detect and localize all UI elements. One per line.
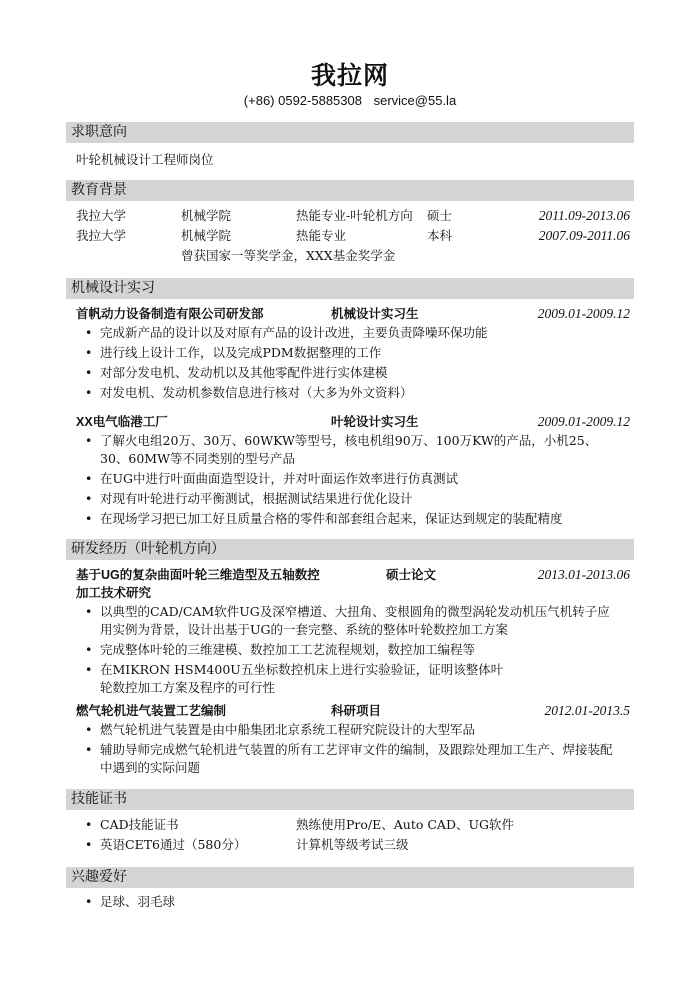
section-education-header: 教育背景 [66, 180, 634, 201]
job-date: 2009.01-2009.12 [537, 414, 630, 429]
hobbies-list [76, 893, 630, 913]
job-date: 2009.01-2009.12 [537, 306, 630, 321]
project-date: 2012.01-2013.5 [544, 703, 630, 718]
skill-left: • CAD技能证书 [100, 816, 179, 834]
job-header-row [76, 413, 630, 431]
job-company [76, 413, 168, 431]
project-date: 2013.01-2013.06 [537, 567, 630, 582]
section-research-header: 研发经历（叶轮机方向） [66, 539, 634, 560]
project-type: 科研项目 [331, 703, 382, 718]
education-major: 热能专业-叶轮机方向 [296, 208, 413, 223]
skill-right: 熟练使用Pro/E、Auto CAD、UG软件 [296, 817, 514, 832]
education-degree: 本科 [427, 228, 453, 243]
project-name-rest: 的复杂曲面叶轮三维造型及五轴数控 [119, 567, 320, 582]
skill-left: • 英语CET6通过（580分） [100, 836, 246, 854]
project-bullet: • 以典型的CAD/CAM软件UG及深窄槽道、大扭角、变根圆角的微型涡轮发动机压气机转子应用实例为背景，设计出基于UG的一套完整、系统的整体叶轮数控加工方案 [76, 603, 630, 639]
project-name-ug: UG [101, 568, 120, 582]
project-bullet-list [76, 603, 630, 699]
job-company: 首帆动力设备制造有限公司研发部 [76, 306, 264, 321]
education-degree: 硕士 [427, 208, 453, 223]
project-bullet-list [76, 721, 630, 779]
project-name-continued: 加工技术研究 [76, 585, 152, 600]
project-name-line2 [76, 584, 630, 602]
skill-right: 计算机等级考试三级 [296, 837, 409, 852]
job-header-row [76, 305, 630, 323]
education-date: 2007.09-2011.06 [538, 228, 630, 243]
job-company-name: 电气临港工厂 [92, 414, 168, 429]
job-bullet-list [76, 324, 630, 404]
education-college: 机械学院 [181, 228, 232, 243]
project-name [76, 566, 320, 584]
project-bullet: • 燃气轮机进气装置是由中船集团北京系统工程研究院设计的大型军品 [76, 721, 630, 739]
section-hobbies-header: 兴趣爱好 [66, 867, 634, 888]
hobby-item: • 足球、羽毛球 [76, 893, 630, 911]
skill-row [76, 836, 630, 856]
job-role: 叶轮设计实习生 [331, 414, 419, 429]
education-row [76, 227, 630, 245]
job-bullet: • 完成新产品的设计以及对原有产品的设计改进，主要负责降噪环保功能 [76, 324, 630, 342]
job-bullet: • 对发电机、发动机参数信息进行核对（大多为外文资料） [76, 384, 630, 402]
job-bullet: • 进行线上设计工作，以及完成PDM数据整理的工作 [76, 344, 630, 362]
project-header-row [76, 566, 630, 584]
section-internship-header: 机械设计实习 [66, 278, 634, 299]
project-type: 硕士论文 [386, 567, 437, 582]
project-name-prefix: 基于 [76, 567, 102, 582]
project-name: 燃气轮机进气装置工艺编制 [76, 703, 227, 718]
job-bullet: • 在现场学习把已加工好且质量合格的零件和部套组合起来，保证达到规定的装配精度 [76, 510, 630, 528]
education-college: 机械学院 [181, 208, 232, 223]
job-bullet: • 对部分发电机、发动机以及其他零配件进行实体建模 [76, 364, 630, 382]
education-awards: 曾获国家一等奖学金，XXX基金奖学金 [181, 248, 396, 263]
job-bullet-list [76, 432, 630, 530]
project-bullet: • 完成整体叶轮的三维建模、数控加工工艺流程规划，数控加工编程等 [76, 641, 630, 659]
objective-text: 叶轮机械设计工程师岗位 [76, 152, 214, 167]
section-skills-header: 技能证书 [66, 789, 634, 810]
education-row [76, 207, 630, 225]
job-role: 机械设计实习生 [331, 306, 419, 321]
job-bullet: • 在UG中进行叶面曲面造型设计，并对叶面运作效率进行仿真测试 [76, 470, 630, 488]
job-bullet: • 对现有叶轮进行动平衡测试，根据测试结果进行优化设计 [76, 490, 630, 508]
education-awards-row [76, 247, 630, 265]
project-bullet: • 辅助导师完成燃气轮机进气装置的所有工艺评审文件的编制，及跟踪处理加工生产、焊接装配中遇到的实际问题 [76, 741, 630, 777]
section-objective-header: 求职意向 [66, 122, 634, 143]
candidate-name: 我拉网 [310, 61, 389, 90]
education-date: 2011.09-2013.06 [538, 208, 630, 223]
email-address: service@55.la [373, 93, 457, 108]
skills-list [76, 816, 630, 856]
education-major: 热能专业 [296, 228, 347, 243]
job-bullet: • 了解火电组20万、30万、60WKW等型号，核电机组90万、100万KW的产品，小机25、30、60MW等不同类别的型号产品 [76, 432, 630, 468]
job-company-prefix: XX [76, 415, 93, 429]
education-school: 我拉大学 [76, 208, 127, 223]
contact-line [0, 93, 700, 108]
education-school: 我拉大学 [76, 228, 127, 243]
project-bullet: • 在MIKRON HSM400U五坐标数控机床上进行实验验证，证明该整体叶轮数控加工方案及程序的可行性 [76, 661, 630, 697]
phone-number: (+86) 0592-5885308 [243, 93, 362, 108]
skill-row [76, 816, 630, 836]
project-header-row [76, 702, 630, 720]
